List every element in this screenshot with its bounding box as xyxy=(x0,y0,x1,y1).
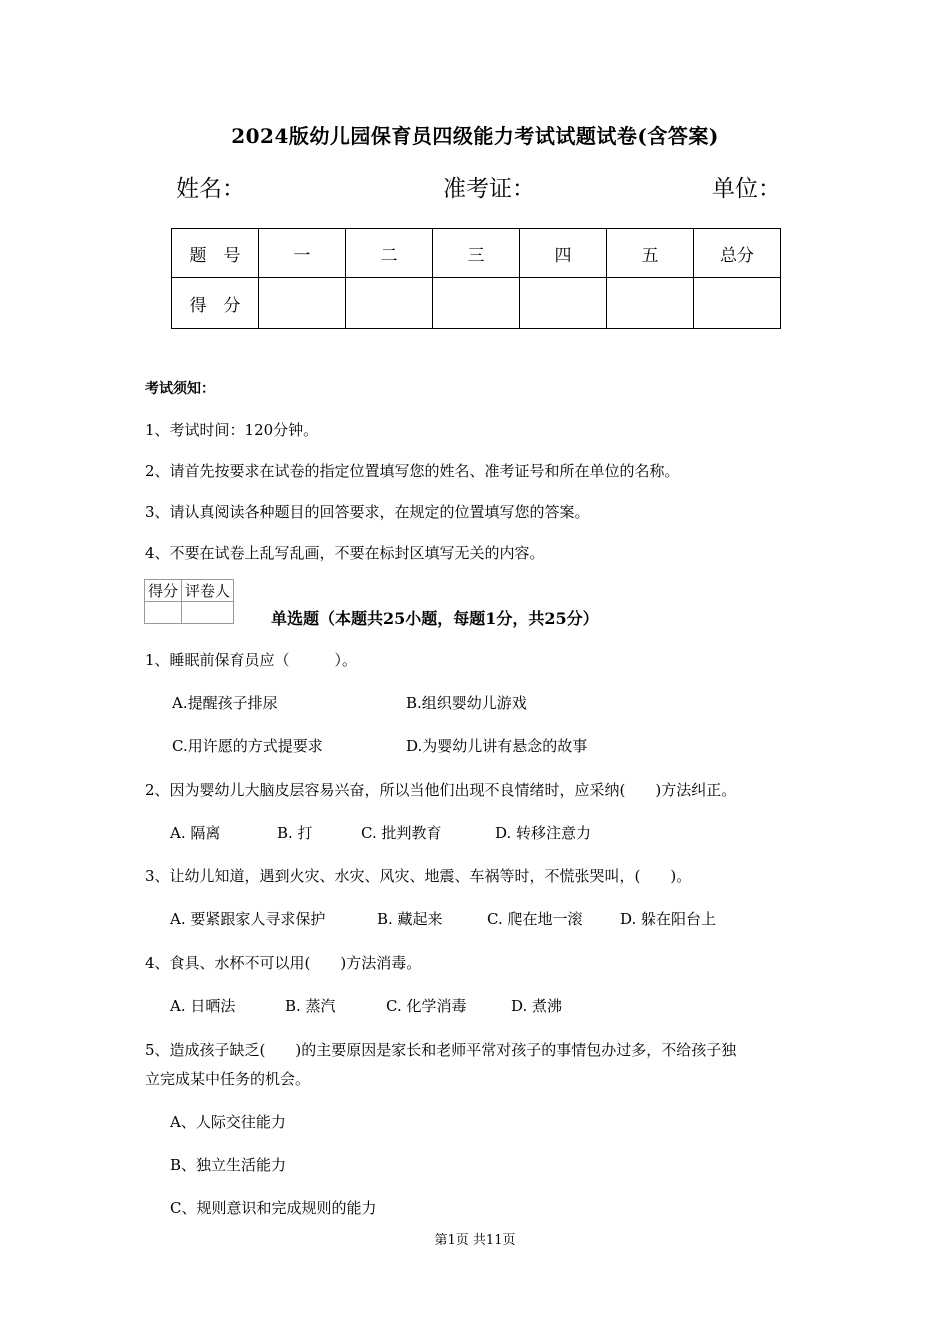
name-label: 姓名： xyxy=(176,176,245,202)
question-3-option-b: B. 藏起来 xyxy=(377,910,443,928)
grader-score-label: 得分 xyxy=(145,580,182,602)
question-4-option-b: B. 蒸汽 xyxy=(285,997,336,1015)
question-5-stem: 5、造成孩子缺乏( )的主要原因是家长和老师平常对孩子的事情包办过多，不给孩子独 xyxy=(145,1041,737,1059)
page-footer: 第1页 共11页 xyxy=(434,1233,516,1248)
score-input-cell[interactable] xyxy=(259,278,346,329)
question-5-option-a: A、人际交往能力 xyxy=(170,1113,286,1131)
score-table-cell: 题 号 xyxy=(172,229,259,278)
question-1-option-b: B.组织婴幼儿游戏 xyxy=(406,694,527,712)
score-table-cell: 五 xyxy=(607,229,694,278)
question-2-stem: 2、因为婴幼儿大脑皮层容易兴奋，所以当他们出现不良情绪时，应采纳( )方法纠正。 xyxy=(145,781,737,799)
question-4-option-d: D. 煮沸 xyxy=(511,997,563,1015)
exam-number-label: 准考证： xyxy=(443,176,535,202)
score-input-cell[interactable] xyxy=(607,278,694,329)
question-4-option-c: C. 化学消毒 xyxy=(386,997,467,1015)
notice-item: 1、考试时间：120分钟。 xyxy=(145,421,319,439)
question-3-stem: 3、让幼儿知道，遇到火灾、水灾、风灾、地震、车祸等时，不慌张哭叫，( )。 xyxy=(145,867,692,885)
question-2-option-c: C. 批判教育 xyxy=(361,824,442,842)
question-2-option-b: B. 打 xyxy=(277,824,313,842)
grader-score-cell[interactable] xyxy=(145,602,182,624)
question-4-option-a: A. 日晒法 xyxy=(170,997,236,1015)
question-3-option-a: A. 要紧跟家人寻求保护 xyxy=(170,910,326,928)
grader-name-cell[interactable] xyxy=(182,602,234,624)
question-5-option-c: C、规则意识和完成规则的能力 xyxy=(170,1199,377,1217)
score-row-label: 得 分 xyxy=(172,278,259,329)
score-table-cell: 二 xyxy=(346,229,433,278)
section-title: 单选题（本题共25小题，每题1分，共25分） xyxy=(271,609,599,628)
question-3-option-d: D. 躲在阳台上 xyxy=(620,910,717,928)
unit-label: 单位： xyxy=(712,176,781,202)
question-4-stem: 4、食具、水杯不可以用( )方法消毒。 xyxy=(145,954,422,972)
question-5-option-b: B、独立生活能力 xyxy=(170,1156,287,1174)
score-table xyxy=(171,228,781,329)
question-1-option-a: A.提醒孩子排尿 xyxy=(172,694,278,712)
exam-title: 2024版幼儿园保育员四级能力考试试题试卷(含答案) xyxy=(231,124,719,148)
question-1-option-c: C.用许愿的方式提要求 xyxy=(172,737,323,755)
notice-item: 4、不要在试卷上乱写乱画，不要在标封区填写无关的内容。 xyxy=(145,544,545,562)
grader-table xyxy=(144,579,234,624)
score-input-cell[interactable] xyxy=(346,278,433,329)
question-1-option-d: D.为婴幼儿讲有悬念的故事 xyxy=(406,737,588,755)
score-table-cell: 三 xyxy=(433,229,520,278)
score-table-score-row xyxy=(172,278,781,329)
grader-name-label: 评卷人 xyxy=(182,580,234,602)
score-table-header-row xyxy=(172,229,781,278)
question-3-option-c: C. 爬在地一滚 xyxy=(487,910,583,928)
notice-heading: 考试须知： xyxy=(145,381,215,397)
notice-item: 2、请首先按要求在试卷的指定位置填写您的姓名、准考证号和所在单位的名称。 xyxy=(145,462,680,480)
score-table-cell: 四 xyxy=(520,229,607,278)
question-1-stem: 1、睡眠前保育员应（ ）。 xyxy=(145,651,358,669)
score-table-cell: 总分 xyxy=(694,229,781,278)
score-input-cell[interactable] xyxy=(433,278,520,329)
score-input-cell[interactable] xyxy=(694,278,781,329)
question-5-stem-continued: 立完成某中任务的机会。 xyxy=(145,1070,311,1088)
score-table-cell: 一 xyxy=(259,229,346,278)
question-2-option-a: A. 隔离 xyxy=(170,824,221,842)
score-input-cell[interactable] xyxy=(520,278,607,329)
question-2-option-d: D. 转移注意力 xyxy=(495,824,592,842)
notice-item: 3、请认真阅读各种题目的回答要求，在规定的位置填写您的答案。 xyxy=(145,503,590,521)
